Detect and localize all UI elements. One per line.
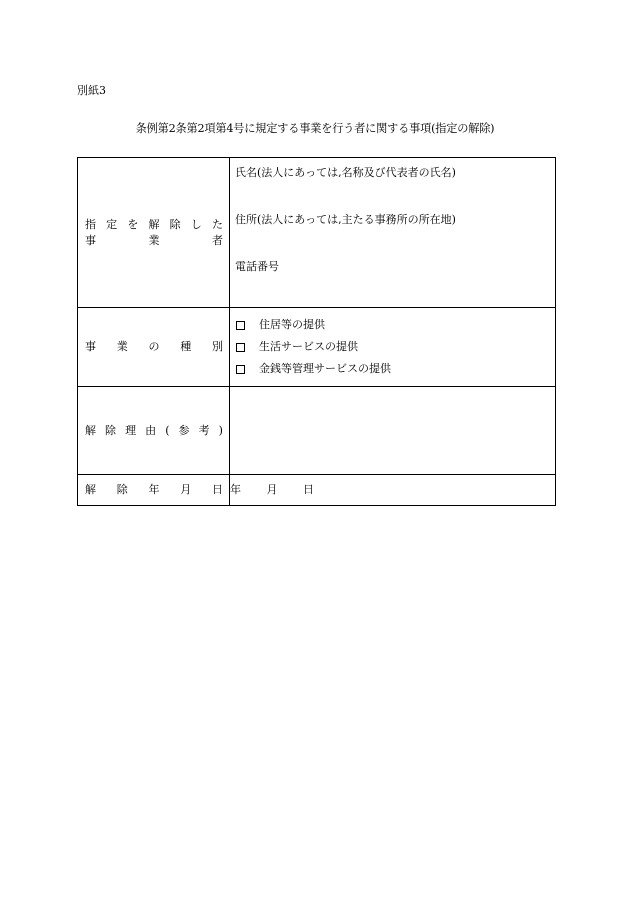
operator-label-line2 [85, 233, 223, 249]
cancel-date-field[interactable] [230, 475, 556, 506]
business-type-options-cell [230, 308, 556, 387]
operator-row [78, 158, 556, 308]
label-char: 解 [85, 483, 96, 496]
operator-name-line: 氏名(法人にあっては,名称及び代表者の氏名) [235, 166, 456, 179]
reason-label-cell [78, 387, 230, 475]
label-char: 理 [125, 423, 137, 437]
document-title: 条例第2条第2項第4号に規定する事業を行う者に関する事項(指定の解除) [135, 122, 495, 135]
label-char: 指 [85, 217, 96, 231]
label-char: 業 [148, 233, 160, 247]
label-char: た [211, 217, 223, 231]
label-char: 除 [105, 423, 117, 437]
checkbox-icon[interactable] [236, 321, 245, 330]
label-char: 別 [212, 340, 223, 353]
reason-label [85, 423, 223, 439]
label-char: 事 [85, 233, 96, 247]
day-label: 日 [303, 483, 314, 496]
label-char: 参 [178, 423, 190, 437]
option-label: 金銭等管理サービスの提供 [259, 362, 391, 375]
label-char: し [190, 217, 202, 231]
label-char: 除 [116, 483, 128, 496]
label-char: 除 [169, 217, 181, 231]
operator-info-field[interactable] [230, 158, 556, 308]
label-char: を [127, 217, 139, 231]
operator-label-cell [78, 158, 230, 308]
option-living-service[interactable] [236, 336, 555, 358]
option-label: 生活サービスの提供 [259, 340, 358, 353]
month-label: 月 [266, 483, 278, 496]
label-char: 業 [116, 340, 128, 353]
label-char: 年 [148, 483, 160, 496]
label-char: 解 [148, 217, 160, 231]
cancel-date-label-cell [78, 475, 230, 506]
option-housing[interactable] [236, 314, 555, 336]
cancel-date-label [85, 482, 223, 498]
business-type-row [78, 308, 556, 387]
label-char: 考 [198, 423, 210, 437]
label-char: 者 [212, 233, 223, 247]
label-char: 定 [106, 217, 118, 231]
operator-phone-line: 電話番号 [235, 260, 279, 273]
label-char: 解 [85, 423, 96, 437]
label-char: ) [218, 423, 223, 437]
reason-row [78, 387, 556, 475]
label-char: の [148, 340, 160, 353]
checkbox-icon[interactable] [236, 365, 245, 374]
cancel-date-value [230, 482, 314, 498]
option-money-management[interactable] [236, 358, 555, 380]
operator-label-line1 [85, 217, 223, 233]
label-char: 月 [180, 483, 192, 496]
option-label: 住居等の提供 [259, 318, 325, 331]
operator-address-line: 住所(法人にあっては,主たる事務所の所在地) [235, 213, 456, 226]
checkbox-icon[interactable] [236, 343, 245, 352]
year-label: 年 [230, 483, 241, 496]
label-char: 種 [180, 340, 192, 353]
business-type-label [85, 339, 223, 355]
annex-label: 別紙3 [77, 84, 106, 97]
cancellation-form-table [77, 157, 556, 506]
label-char: 由 [145, 423, 157, 437]
label-char: ( [165, 423, 170, 437]
cancel-date-row [78, 475, 556, 506]
label-char: 日 [212, 483, 223, 496]
label-char: 事 [85, 340, 96, 353]
reason-input-field[interactable] [230, 387, 556, 475]
business-type-label-cell [78, 308, 230, 387]
